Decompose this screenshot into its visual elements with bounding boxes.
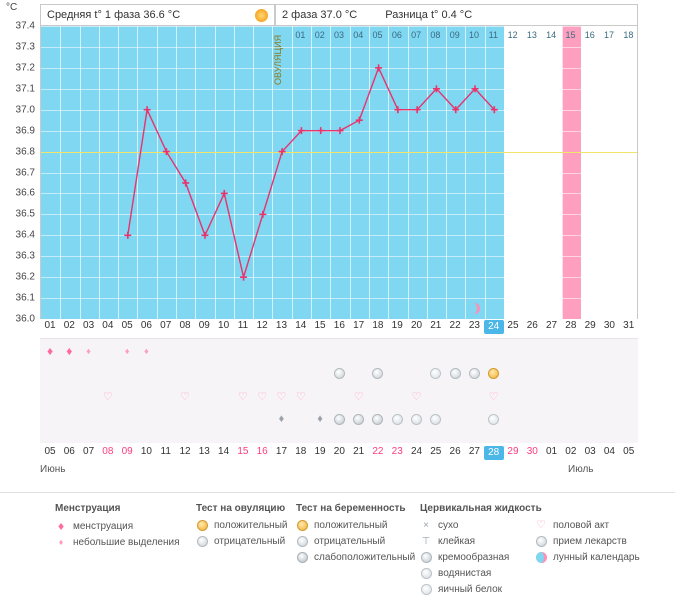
legend-item [420,568,580,579]
menstruation-marker[interactable]: ♦ [46,344,54,358]
calendar-date-label[interactable]: 24 [410,446,423,457]
legend-label: сухо [438,520,459,531]
cycle-day-axis [40,320,638,336]
calendar-date-label[interactable]: 13 [198,446,210,457]
legend-label: менструация [73,520,134,532]
calendar-date-label[interactable]: 25 [430,446,442,457]
data-point[interactable] [221,190,228,197]
calendar-date-label[interactable]: 22 [372,446,384,457]
calendar-date-label[interactable]: 18 [295,446,307,457]
cycle-day-label[interactable]: 02 [63,320,75,331]
bbt-chart[interactable] [40,26,638,319]
calendar-date-label[interactable]: 03 [584,446,596,457]
legend-menstruation [55,503,205,553]
legend-item [535,552,675,563]
y-tick-label: 36.6 [15,187,35,199]
cycle-day-label[interactable]: 15 [314,320,326,331]
cycle-day-label[interactable]: 09 [198,320,210,331]
phase2-day-number: 17 [604,30,615,40]
calendar-date-label[interactable]: 01 [545,446,558,457]
calendar-date-label[interactable]: 07 [83,446,95,457]
legend-title-pregnancy: Тест на беременность [296,503,406,514]
phase2-day-number: 10 [469,30,480,40]
legend-label: положительный [314,520,388,531]
data-point[interactable] [259,211,266,218]
calendar-date-label[interactable]: 15 [237,446,249,457]
phase2-day-number: 09 [449,30,460,40]
legend-label: небольшие выделения [73,537,180,548]
data-point[interactable] [124,232,131,239]
test-negative-icon [297,536,308,547]
calendar-date-label[interactable]: 14 [218,446,230,457]
ovulation-test-marker[interactable] [464,363,484,383]
cycle-day-label[interactable]: 24 [484,320,504,334]
temperature-line [41,26,639,319]
cycle-day-label[interactable]: 27 [545,320,558,331]
legend-item [420,584,580,595]
calendar-date-label[interactable]: 06 [63,446,75,457]
legend-label: положительный [214,520,288,531]
phase2-day-number: 16 [584,30,595,40]
creamy-icon [421,552,432,563]
cycle-day-label[interactable]: 10 [218,320,230,331]
cycle-day-label[interactable]: 14 [295,320,307,331]
cervical-fluid-marker[interactable] [387,409,407,429]
ovulation-test-marker[interactable] [329,363,349,383]
heart-icon: ♡ [536,519,546,531]
calendar-date-label[interactable]: 09 [121,446,133,457]
phase2-day-number: 04 [353,30,364,40]
intercourse-marker[interactable]: ♡ [257,390,268,403]
calendar-date-label[interactable]: 29 [507,446,519,457]
cycle-day-label[interactable]: 20 [410,320,423,331]
cervical-fluid-marker[interactable] [329,409,349,429]
summary-header [40,4,638,26]
legend-other [535,503,675,568]
phase2-day-number: 02 [314,30,325,40]
legend-item [55,520,205,532]
ovulation-test-marker[interactable] [484,363,504,383]
phase2-text: 2 фаза 37.0 °C [282,9,358,21]
ovulation-test-marker[interactable] [426,363,446,383]
calendar-date-label[interactable]: 26 [449,446,461,457]
intercourse-marker[interactable]: ♡ [353,390,364,403]
cycle-day-label[interactable]: 17 [353,320,365,331]
y-tick-label: 36.5 [15,208,35,220]
intercourse-marker[interactable]: ♡ [180,390,190,403]
cycle-day-label[interactable]: 19 [391,320,403,331]
cycle-day-label[interactable]: 16 [333,320,345,331]
legend-label: лунный календарь [553,552,640,563]
sticky-icon: ⊤ [421,536,431,547]
data-point[interactable] [317,127,324,134]
other-marker[interactable]: ♦ [278,412,285,425]
phase2-day-number: 01 [295,30,306,40]
cycle-day-label[interactable]: 30 [603,320,615,331]
drop-small-icon: ♦ [58,537,64,547]
phase2-day-number: 08 [430,30,441,40]
cycle-day-label[interactable]: 18 [372,320,384,331]
ovulation-test-marker[interactable] [445,363,465,383]
calendar-date-axis [40,446,638,462]
menstruation-marker[interactable]: ♦ [144,345,149,356]
phase2-day-numbers [40,30,638,42]
calendar-date-label[interactable]: 04 [603,446,615,457]
cycle-day-label[interactable]: 21 [430,320,442,331]
legend-label: отрицательный [214,536,286,547]
intercourse-marker[interactable]: ♡ [488,390,499,403]
phase2-day-number: 18 [623,30,634,40]
data-point[interactable] [201,232,208,239]
y-tick-label: 36.7 [15,167,35,178]
cycle-day-label[interactable]: 13 [275,320,288,331]
cycle-day-label[interactable]: 31 [623,320,635,331]
calendar-date-label[interactable]: 11 [160,446,171,457]
phase2-day-number: 05 [372,30,383,40]
phase2-summary [275,4,638,26]
cycle-day-label[interactable]: 04 [102,320,114,331]
y-tick-label: 36.1 [15,292,35,304]
cervical-fluid-marker[interactable] [407,409,427,429]
calendar-date-label[interactable]: 20 [333,446,345,457]
cervical-fluid-marker[interactable] [349,409,369,429]
cycle-day-label[interactable]: 12 [256,320,268,331]
phase2-day-number: 15 [565,30,576,40]
cycle-day-label[interactable]: 08 [179,320,191,331]
legend-title-cervical: Цервикальная жидкость [420,503,542,514]
unit-label: °C [6,2,18,13]
phase-diff-text: Разница t° 0.4 °C [385,9,473,21]
legend-item [535,520,675,531]
other-marker[interactable]: ♦ [317,412,323,425]
drop-big-icon: ♦ [57,519,65,533]
legend-label: отрицательный [314,536,386,547]
watery-icon [421,568,432,579]
phase2-day-number: 13 [526,30,537,40]
calendar-date-label[interactable]: 05 [623,446,635,457]
calendar-date-label[interactable]: 27 [468,446,480,457]
menstruation-marker[interactable]: ♦ [66,344,73,358]
cycle-day-label[interactable]: 05 [121,320,133,331]
phase2-day-number: 07 [411,30,422,40]
calendar-date-label[interactable]: 17 [275,446,288,457]
y-axis-labels [0,20,38,325]
calendar-date-label[interactable]: 08 [102,446,114,457]
calendar-date-label[interactable]: 02 [565,446,577,457]
phase1-text: Средняя t° 1 фаза 36.6 °C [47,9,181,21]
cycle-day-label[interactable]: 26 [526,320,538,331]
intercourse-marker[interactable]: ♡ [102,390,113,403]
y-tick-label: 36.0 [15,313,35,325]
data-point[interactable] [394,106,401,113]
legend [0,492,675,609]
y-tick-label: 37.2 [15,62,35,74]
phase2-day-number: 11 [488,30,498,40]
cervical-fluid-marker[interactable] [484,409,504,429]
data-point[interactable] [240,274,247,281]
y-tick-label: 37.3 [15,41,35,53]
data-point[interactable] [182,179,189,186]
calendar-date-label[interactable]: 23 [391,446,403,457]
cycle-day-label[interactable]: 11 [237,320,249,331]
legend-label: водянистая [438,568,492,579]
phase2-day-number: 12 [507,30,518,40]
intercourse-marker[interactable]: ♡ [237,390,248,403]
cycle-day-label[interactable]: 01 [44,320,56,331]
cervical-fluid-marker[interactable] [368,409,388,429]
calendar-date-label[interactable]: 16 [256,446,268,457]
intercourse-marker[interactable]: ♡ [276,390,287,403]
symbol-grid[interactable] [40,338,638,443]
y-tick-label: 37.0 [15,104,35,116]
cervical-fluid-marker[interactable] [426,409,446,429]
calendar-date-label[interactable]: 28 [484,446,504,460]
pill-icon [536,536,547,547]
calendar-date-label[interactable]: 10 [140,446,152,457]
legend-label: кремообразная [438,552,510,563]
phase2-day-number: 06 [391,30,402,40]
calendar-date-label[interactable]: 12 [179,446,191,457]
dry-icon: × [423,520,429,531]
legend-label: половой акт [553,520,610,531]
y-tick-label: 36.4 [15,229,35,241]
menstruation-marker[interactable]: ♦ [86,345,91,356]
cycle-day-label[interactable]: 22 [449,320,461,331]
month-right: Июль [568,464,594,475]
intercourse-marker[interactable]: ♡ [411,390,422,403]
y-tick-label: 36.3 [15,250,35,262]
cycle-day-label[interactable]: 29 [584,320,596,331]
egg-white-icon [421,584,432,595]
phase2-day-number: 03 [333,30,344,40]
cycle-day-label[interactable]: 06 [140,320,152,331]
data-point[interactable] [337,127,344,134]
month-labels [40,464,638,478]
ovulation-test-marker[interactable] [368,363,388,383]
legend-item [535,536,675,547]
cycle-day-label[interactable]: 23 [468,320,480,331]
test-positive-icon [197,520,208,531]
cycle-day-label[interactable]: 25 [507,320,519,331]
data-point[interactable] [375,64,382,71]
calendar-date-label[interactable]: 30 [526,446,538,457]
phase1-summary [40,4,275,26]
moon-icon [536,552,547,563]
calendar-date-label[interactable]: 19 [314,446,326,457]
legend-item [55,537,205,548]
cycle-day-label[interactable]: 28 [565,320,577,331]
data-point[interactable] [163,148,170,155]
calendar-date-label[interactable]: 21 [353,446,365,457]
y-tick-label: 36.9 [15,125,35,137]
legend-label: яичный белок [438,584,503,595]
y-tick-label: 37.4 [15,20,35,32]
cycle-day-label[interactable]: 07 [160,320,172,331]
phase2-day-number: 14 [546,30,557,40]
y-tick-label: 37.1 [15,83,35,95]
legend-label: слабоположительный [314,552,416,563]
ovulation-band-label: ОВУЛЯЦИЯ [273,34,284,86]
cycle-day-label[interactable]: 03 [83,320,95,331]
month-left: Июнь [40,464,66,475]
data-point[interactable] [144,106,151,113]
test-negative-icon [197,536,208,547]
ovulation-sun-icon [255,9,268,22]
test-weak-icon [297,552,308,563]
legend-label: клейкая [438,536,476,547]
y-tick-label: 36.2 [15,271,35,283]
test-positive-icon [297,520,308,531]
legend-label: прием лекарств [553,536,627,547]
calendar-date-label[interactable]: 05 [44,446,56,457]
legend-title-menstruation: Менструация [55,503,121,514]
intercourse-marker[interactable]: ♡ [295,390,306,403]
legend-title-ovulation: Тест на овуляцию [196,503,286,514]
menstruation-marker[interactable]: ♦ [124,345,130,356]
data-point[interactable] [356,117,363,124]
y-tick-label: 36.8 [15,146,35,158]
